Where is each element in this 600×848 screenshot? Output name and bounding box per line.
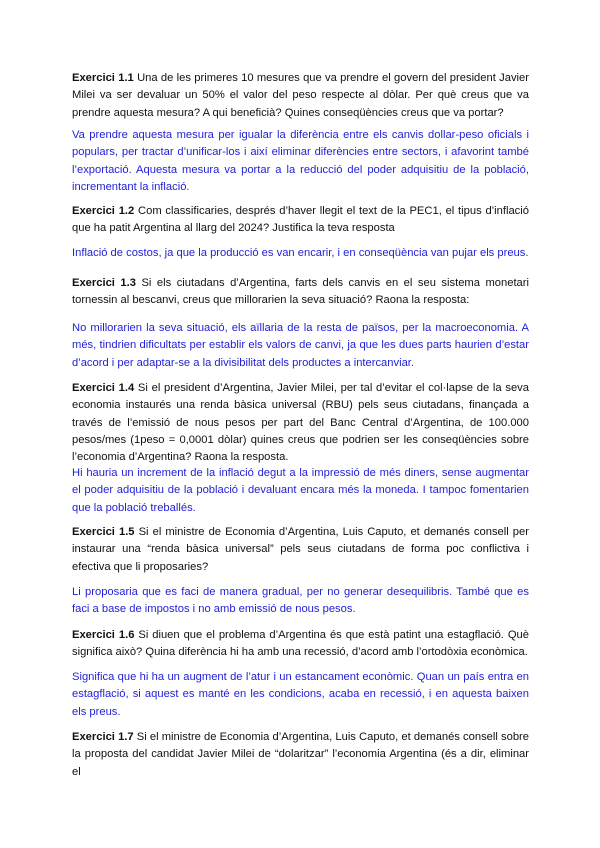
question-text: Si el president d’Argentina, Javier Milei, per tal d’evitar el col·lapse de la seva economia instaurés una renda bàsica universal (RBU) pels seus ciutadans, finançada a través de l’emissió de nous pesos per part del Banc Central d’Argentina, de 100.000 pesos/mes (1peso = 0,0001 dòlar) quines creus que podrien ser les conseqüències sobre l’economia d’Argentina? Raona la resposta. [72,382,529,464]
exercise-1-2-answer: Inflació de costos, ja que la producció es van encarir, i en conseqüència van pujar els preus. [72,247,529,259]
question-text: Com classificaries, després d’haver llegit el text de la PEC1, el tipus d’inflació que ha patit Argentina al llarg del 2024? Justifica la teva resposta [72,205,529,235]
exercise-1-4-answer: Hi hauria un increment de la inflació degut a la impressió de més diners, sense augmentar el poder adquisitiu de la població i devaluant encara més la moneda. I tampoc fomentarien que la població treballés. [72,467,529,514]
question-text: Si el ministre de Economia d’Argentina, Luis Caputo, et demanés consell per instaurar una “renda bàsica universal” pels seus ciutadans de forma poc conflictiva i efectiva que li proposaries? [72,526,529,573]
question-text: Si diuen que el problema d’Argentina és que està patint una estagflació. Què significa això? Quina diferència hi ha amb una recessió, d’acord amb l’ortodòxia econòmica. [72,629,529,659]
exercise-1-1-answer: Va prendre aquesta mesura per igualar la diferència entre els canvis dollar-peso oficials i populars, per tractar d’unificar-los i així eliminar diferències entre sectors, i afavorint també l’exportació. Aquesta mesura va portar a la reducció del poder adquisitiu de la població, incrementant la inflació. [72,129,529,193]
exercise-label: Exercici 1.6 [72,629,135,641]
exercise-1-6-question [72,627,529,662]
exercise-1-2-question [72,203,529,238]
exercise-1-5-question [72,524,529,576]
question-text: Una de les primeres 10 mesures que va prendre el govern del president Javier Milei va ser devaluar un 50% el valor del peso respecte al dòlar. Per què creus que va prendre aquesta mesura? A qui beneficià? Quines conseqüències creus que va portar? [72,72,529,119]
exercise-label: Exercici 1.1 [72,72,134,84]
exercise-label: Exercici 1.5 [72,526,135,538]
exercise-1-1-question [72,70,529,122]
exercise-label: Exercici 1.4 [72,382,135,394]
exercise-label: Exercici 1.2 [72,205,135,217]
exercise-1-5-answer: Li proposaria que es faci de manera gradual, per no generar desequilibris. També que es faci a base de impostos i no amb emissió de nous pesos. [72,586,529,616]
exercise-1-4-question [72,380,529,466]
exercise-label: Exercici 1.7 [72,731,134,743]
exercise-1-3-answer: No millorarien la seva situació, els aïllaria de la resta de països, per la macroeconomia. A més, tindrien dificultats per establir els valors de canvi, ja que les dues parts haurien d’estar d’acord i per adaptar-se a la divisibilitat dels productes a intercanviar. [72,322,529,369]
exercise-1-6-answer: Significa que hi ha un augment de l’atur i un estancament econòmic. Quan un país entra en estagflació, si aquest es manté en les condicions, acaba en recessió, i en aquesta baixen els preus. [72,671,529,718]
question-text: Si el ministre de Economia d’Argentina, Luis Caputo, et demanés consell sobre la proposta del candidat Javier Milei de “dolaritzar” l’economia Argentina (és a dir, eliminar el [72,731,529,778]
question-text: Si els ciutadans d’Argentina, farts dels canvis en el seu sistema monetari tornessin al bescanvi, creus que millorarien la seva situació? Raona la resposta: [72,277,529,307]
exercise-label: Exercici 1.3 [72,277,136,289]
exercise-1-3-question [72,275,529,310]
exercise-1-7-question [72,729,529,781]
